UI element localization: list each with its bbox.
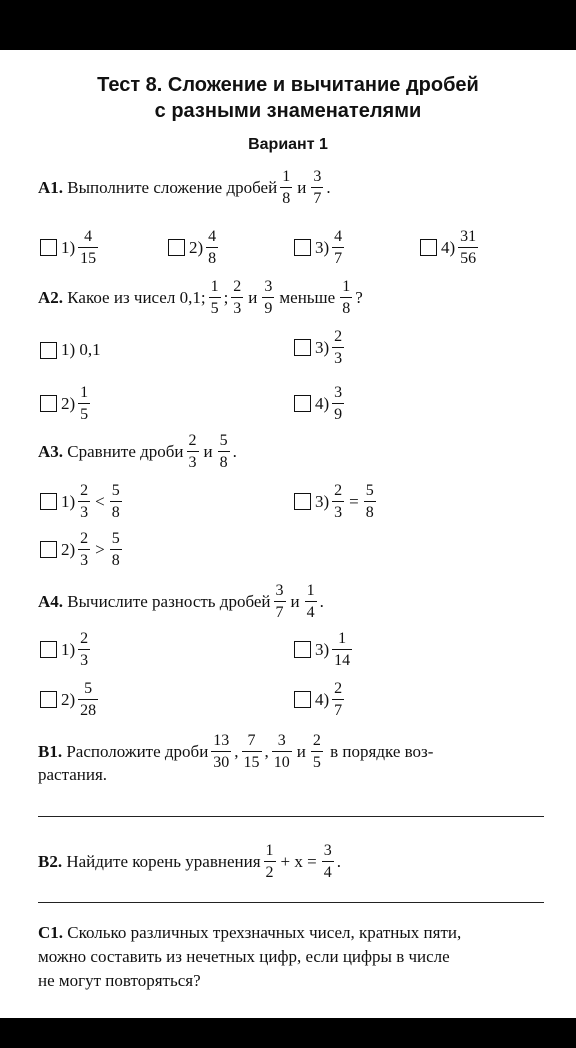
- question-label: А4.: [38, 591, 64, 611]
- checkbox[interactable]: [294, 339, 311, 356]
- question-a2: А2. Какое из чисел 0,1; $\frac{1}{5}$ ; $\frac{2}{3}$ и $\frac{3}{9}$ меньше $\frac{1}{8}$ ?: [38, 278, 363, 317]
- question-label: В1.: [38, 741, 63, 761]
- question-text: Какое из чисел 0,1;: [67, 287, 206, 307]
- checkbox[interactable]: [294, 641, 311, 658]
- answer-option-a2-4[interactable]: 4) $\frac{3}{9}$: [294, 384, 347, 423]
- answer-line[interactable]: [38, 816, 544, 817]
- answer-option-a1-2[interactable]: 2) $\frac{4}{8}$: [168, 228, 221, 267]
- question-c1-line2: можно составить из нечетных цифр, если цифры в числе: [38, 947, 450, 966]
- answer-option-a4-3[interactable]: 3) $\frac{1}{14}$: [294, 630, 355, 669]
- question-label: А2.: [38, 287, 64, 307]
- checkbox[interactable]: [294, 493, 311, 510]
- checkbox[interactable]: [40, 239, 57, 256]
- checkbox[interactable]: [40, 691, 57, 708]
- page-subtitle: с разными знаменателями: [154, 100, 422, 122]
- question-text: Сравните дроби: [67, 441, 184, 461]
- checkbox[interactable]: [168, 239, 185, 256]
- checkbox[interactable]: [40, 395, 57, 412]
- page-title: Тест 8. Сложение и вычитание дробей: [97, 74, 479, 96]
- question-text: Вычислите разность дробей: [67, 591, 271, 611]
- answer-option-a2-3[interactable]: 3) $\frac{2}{3}$: [294, 328, 347, 367]
- answer-option-a2-1[interactable]: 1) 0,1: [40, 340, 101, 360]
- question-b1: В1. Расположите дроби $\frac{13}{30}$ , $\frac{7}{15}$ , $\frac{3}{10}$ и $\frac{2}{5}$ в порядке воз-: [38, 732, 434, 771]
- checkbox[interactable]: [40, 342, 57, 359]
- question-c1: [38, 924, 461, 942]
- checkbox[interactable]: [420, 239, 437, 256]
- answer-option-a2-2[interactable]: 2) $\frac{1}{5}$: [40, 384, 93, 423]
- checkbox[interactable]: [294, 691, 311, 708]
- question-c1-line3: не могут повторяться?: [38, 971, 201, 990]
- question-a4: А4. Вычислите разность дробей $\frac{3}{7}$ и $\frac{1}{4}$ .: [38, 582, 324, 621]
- answer-option-a4-1[interactable]: 1) $\frac{2}{3}$: [40, 630, 93, 669]
- test-page: [0, 50, 576, 1018]
- fraction: $\frac{3}{7}$: [313, 168, 322, 207]
- answer-option-a3-1[interactable]: 1) $\frac{2}{3}$ < $\frac{5}{8}$: [40, 482, 125, 521]
- answer-option-a3-2[interactable]: 2) $\frac{2}{3}$ > $\frac{5}{8}$: [40, 530, 125, 569]
- checkbox[interactable]: [40, 541, 57, 558]
- question-label: В2.: [38, 851, 63, 871]
- question-text: Найдите корень уравнения: [66, 851, 261, 871]
- question-text: Расположите дроби: [66, 741, 209, 761]
- answer-option-a1-4[interactable]: 4) $\frac{31}{56}$: [420, 228, 481, 267]
- question-text: Выполните сложение дробей: [67, 177, 278, 197]
- question-text: Сколько различных трехзначных чисел, кратных пяти,: [67, 923, 462, 942]
- checkbox[interactable]: [294, 239, 311, 256]
- question-a1: А1. Выполните сложение дробей $\frac{1}{8}$ и $\frac{3}{7}$ .: [38, 168, 331, 207]
- answer-option-a1-3[interactable]: 3) $\frac{4}{7}$: [294, 228, 347, 267]
- question-b1-line2: растания.: [38, 765, 108, 784]
- answer-option-a4-2[interactable]: 2) $\frac{5}{28}$: [40, 680, 101, 719]
- question-a3: А3. Сравните дроби $\frac{2}{3}$ и $\frac{5}{8}$ .: [38, 432, 237, 471]
- question-label: С1.: [38, 923, 64, 942]
- question-b2: В2. Найдите корень уравнения $\frac{1}{2}$ + x = $\frac{3}{4}$ .: [38, 842, 341, 881]
- checkbox[interactable]: [40, 493, 57, 510]
- checkbox[interactable]: [40, 641, 57, 658]
- variant-label: Вариант 1: [248, 136, 328, 153]
- answer-line[interactable]: [38, 902, 544, 903]
- answer-option-a1-1[interactable]: 1) $\frac{4}{15}$: [40, 228, 101, 267]
- question-label: А3.: [38, 441, 64, 461]
- question-label: А1.: [38, 177, 64, 197]
- answer-option-a4-4[interactable]: 4) $\frac{2}{7}$: [294, 680, 347, 719]
- fraction: $\frac{1}{8}$: [282, 168, 291, 207]
- answer-option-a3-3[interactable]: 3) $\frac{2}{3}$ = $\frac{5}{8}$: [294, 482, 379, 521]
- checkbox[interactable]: [294, 395, 311, 412]
